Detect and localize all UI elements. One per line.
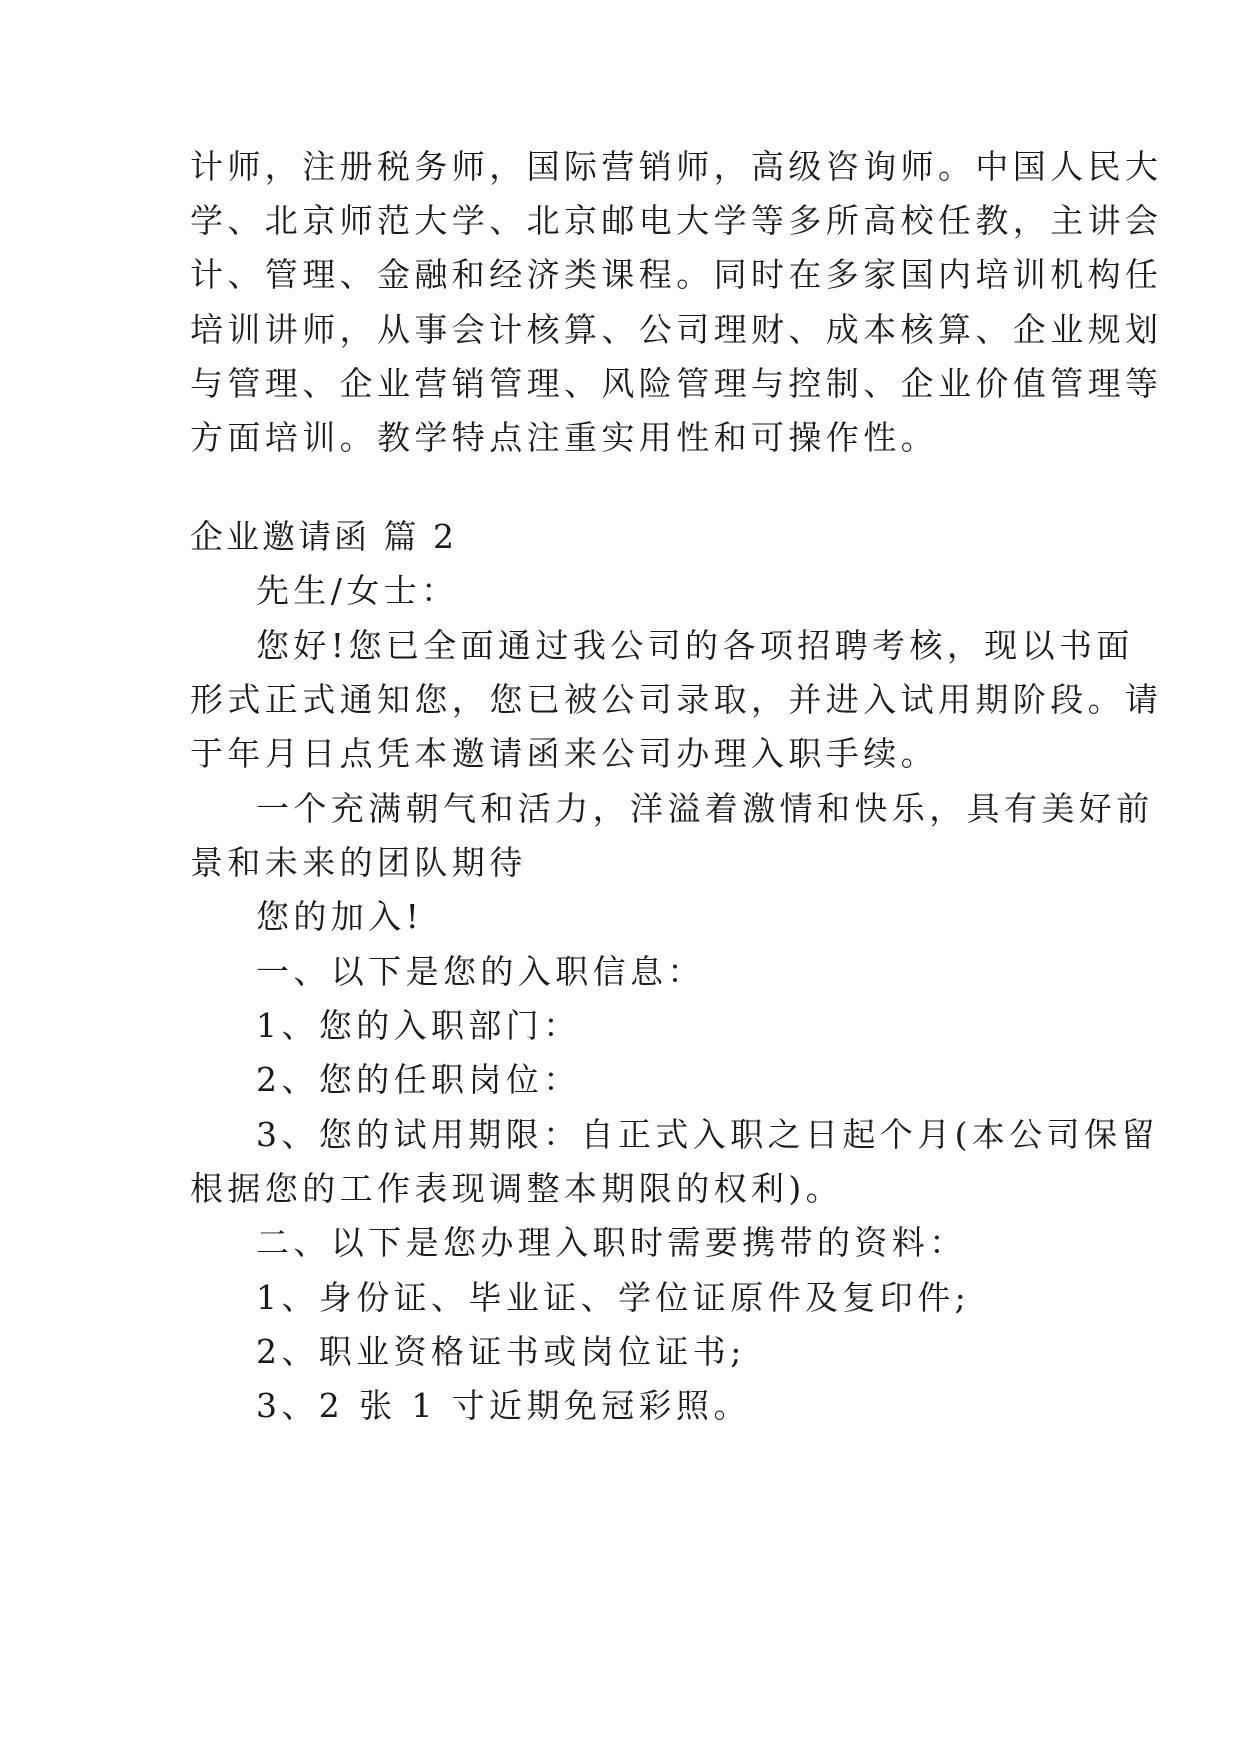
- team-line: 一个充满朝气和活力，洋溢着激情和快乐，具有美好前: [256, 789, 1154, 828]
- paragraph-line: 与管理、企业营销管理、风险管理与控制、企业价值管理等: [190, 364, 1163, 403]
- greeting-line: 您好!您已全面通过我公司的各项招聘考核，现以书面: [256, 626, 1134, 665]
- greeting-line: 于年月日点凭本邀请函来公司办理入职手续。: [190, 734, 938, 773]
- section-heading: 企业邀请函 篇 2: [190, 517, 457, 556]
- paragraph-line: 培训讲师，从事会计核算、公司理财、成本核算、企业规划: [190, 310, 1163, 349]
- probation-line: 根据您的工作表现调整本期限的权利)。: [190, 1169, 844, 1208]
- paragraph-line: 学、北京师范大学、北京邮电大学等多所高校任教，主讲会: [190, 201, 1163, 240]
- paragraph-line: 计师，注册税务师，国际营销师，高级咨询师。中国人民大: [190, 147, 1163, 186]
- salutation: 先生/女士：: [256, 571, 459, 610]
- paragraph-line: 方面培训。教学特点注重实用性和可操作性。: [190, 418, 938, 457]
- materials-heading: 二、以下是您办理入职时需要携带的资料：: [256, 1223, 967, 1262]
- greeting-line: 形式正式通知您，您已被公司录取，并进入试用期阶段。请: [190, 680, 1163, 719]
- materials-item: 1、身份证、毕业证、学位证原件及复印件;: [256, 1278, 971, 1317]
- info-item: 2、您的任职岗位：: [256, 1060, 581, 1099]
- probation-line: 3、您的试用期限：自正式入职之日起个月(本公司保留: [256, 1115, 1159, 1154]
- materials-item: 3、2 张 1 寸近期免冠彩照。: [256, 1386, 751, 1425]
- materials-item: 2、职业资格证书或岗位证书;: [256, 1332, 746, 1371]
- team-line: 景和未来的团队期待: [190, 843, 527, 882]
- info-item: 1、您的入职部门：: [256, 1006, 581, 1045]
- paragraph-line: 计、管理、金融和经济类课程。同时在多家国内培训机构任: [190, 255, 1163, 294]
- info-heading: 一、以下是您的入职信息：: [256, 952, 705, 991]
- join-line: 您的加入!: [256, 897, 424, 936]
